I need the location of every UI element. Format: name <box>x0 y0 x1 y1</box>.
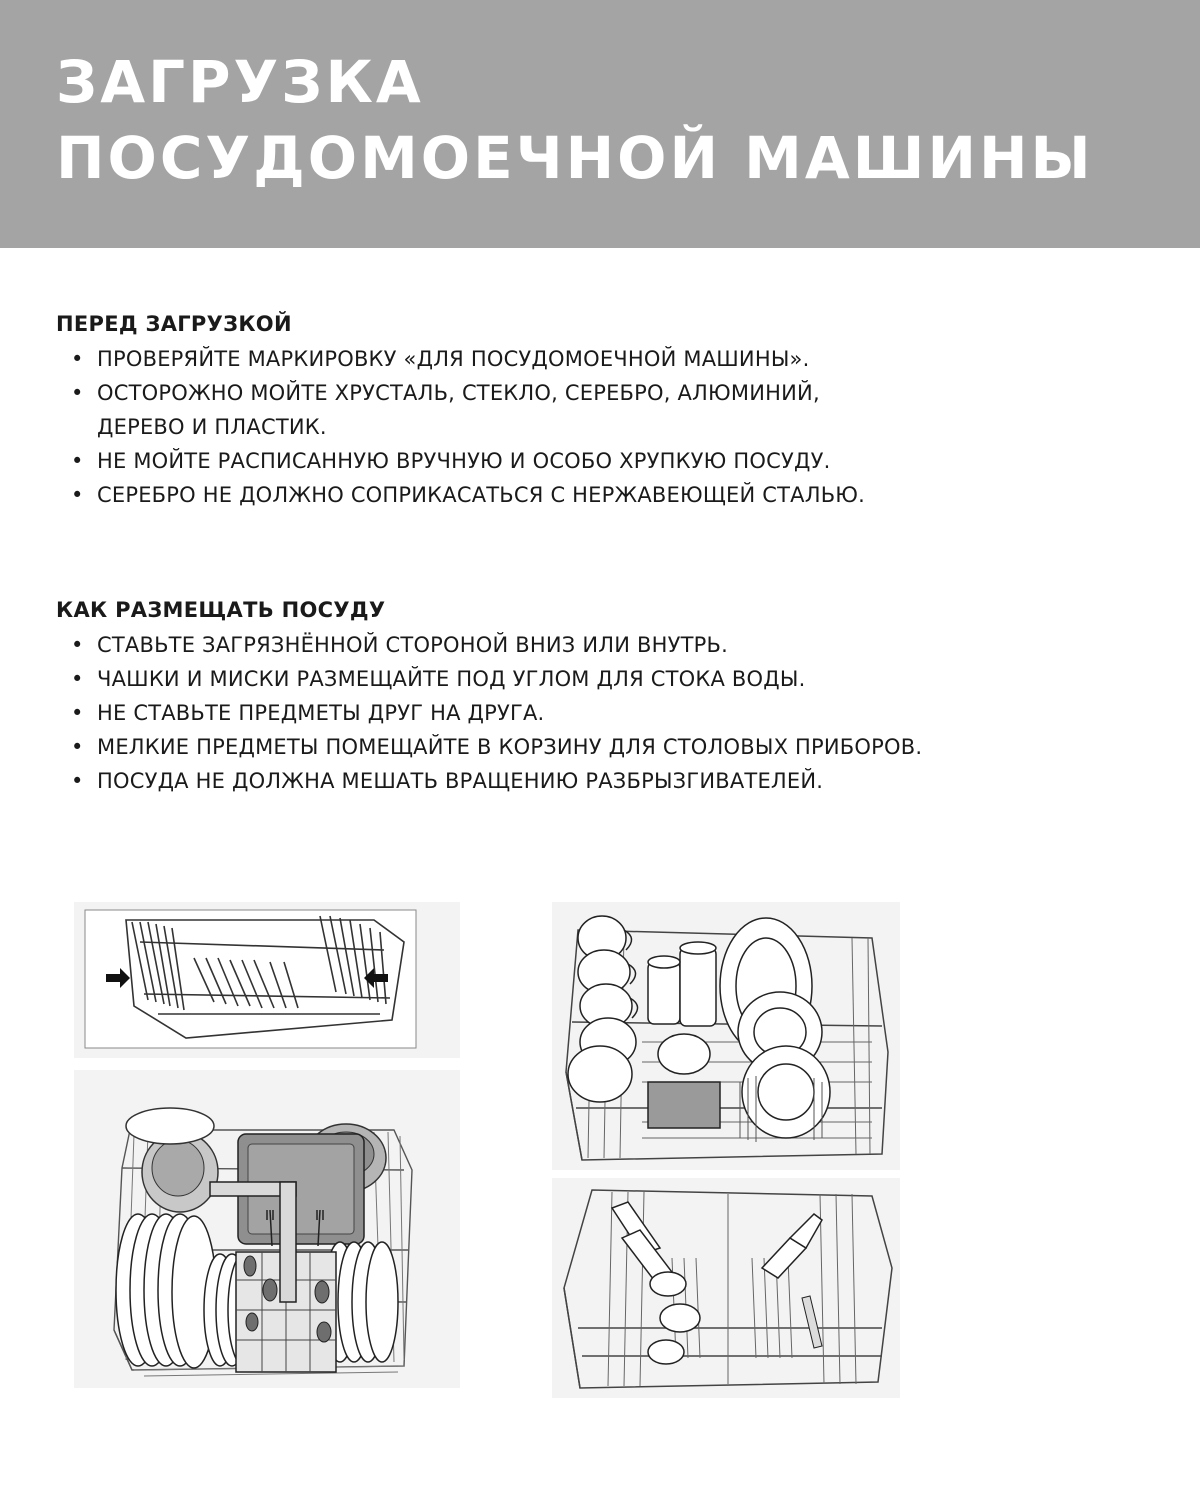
list-item-text: ПОСУДА НЕ ДОЛЖНА МЕШАТЬ ВРАЩЕНИЮ РАЗБРЫЗГИВАТЕЛЕЙ. <box>97 769 824 793</box>
bullet-icon: • <box>71 483 84 507</box>
bullet-icon: • <box>71 735 84 759</box>
upper-basket-icon <box>552 902 900 1170</box>
page-title-line-2: ПОСУДОМОЕЧНОЙ МАШИНЫ <box>56 124 1094 192</box>
list-item-text: МЕЛКИЕ ПРЕДМЕТЫ ПОМЕЩАЙТЕ В КОРЗИНУ ДЛЯ СТОЛОВЫХ ПРИБОРОВ. <box>97 735 923 759</box>
list-item-text: ПРОВЕРЯЙТЕ МАРКИРОВКУ «ДЛЯ ПОСУДОМОЕЧНОЙ МАШИНЫ». <box>97 347 810 371</box>
bullet-icon: • <box>71 701 84 725</box>
list-item-text: ОСТОРОЖНО МОЙТЕ ХРУСТАЛЬ, СТЕКЛО, СЕРЕБРО, АЛЮМИНИЙ, <box>97 381 820 405</box>
list-item <box>56 628 922 662</box>
bullet-list-before-loading <box>56 342 865 512</box>
bullet-icon: • <box>71 347 84 371</box>
bullet-icon: • <box>71 633 84 657</box>
list-item <box>56 730 922 764</box>
section-before-loading <box>56 308 865 512</box>
section-heading-before-loading: ПЕРЕД ЗАГРУЗКОЙ <box>56 312 292 336</box>
bullet-icon: • <box>71 449 84 473</box>
bullet-icon: • <box>71 667 84 691</box>
fold-down-rack-illustration <box>74 902 460 1058</box>
utensil-rack-illustration <box>552 1178 900 1398</box>
list-item <box>56 376 865 444</box>
upper-basket-illustration <box>552 902 900 1170</box>
bullet-icon: • <box>71 769 84 793</box>
section-placement <box>56 594 922 798</box>
list-item-text: СЕРЕБРО НЕ ДОЛЖНО СОПРИКАСАТЬСЯ С НЕРЖАВЕЮЩЕЙ СТАЛЬЮ. <box>97 483 866 507</box>
lower-basket-illustration <box>74 1070 460 1388</box>
list-item <box>56 662 922 696</box>
header-band <box>0 0 1200 248</box>
list-item <box>56 696 922 730</box>
rack-tines-icon <box>74 902 460 1058</box>
bullet-icon: • <box>71 381 84 405</box>
list-item-text-continued: ДЕРЕВО И ПЛАСТИК. <box>97 415 327 439</box>
list-item-text: НЕ СТАВЬТЕ ПРЕДМЕТЫ ДРУГ НА ДРУГА. <box>97 701 545 725</box>
lower-basket-icon <box>74 1070 460 1388</box>
list-item-text: НЕ МОЙТЕ РАСПИСАННУЮ ВРУЧНУЮ И ОСОБО ХРУПКУЮ ПОСУДУ. <box>97 449 831 473</box>
page-title <box>56 44 1094 196</box>
list-item-text: ЧАШКИ И МИСКИ РАЗМЕЩАЙТЕ ПОД УГЛОМ ДЛЯ СТОКА ВОДЫ. <box>97 667 806 691</box>
list-item <box>56 478 865 512</box>
section-heading-placement: КАК РАЗМЕЩАТЬ ПОСУДУ <box>56 598 386 622</box>
bullet-list-placement <box>56 628 922 798</box>
list-item <box>56 444 865 478</box>
list-item <box>56 764 922 798</box>
list-item-text: СТАВЬТЕ ЗАГРЯЗНЁННОЙ СТОРОНОЙ ВНИЗ ИЛИ ВНУТРЬ. <box>97 633 728 657</box>
list-item <box>56 342 865 376</box>
utensil-rack-icon <box>552 1178 900 1398</box>
page-title-line-1: ЗАГРУЗКА <box>56 48 424 116</box>
